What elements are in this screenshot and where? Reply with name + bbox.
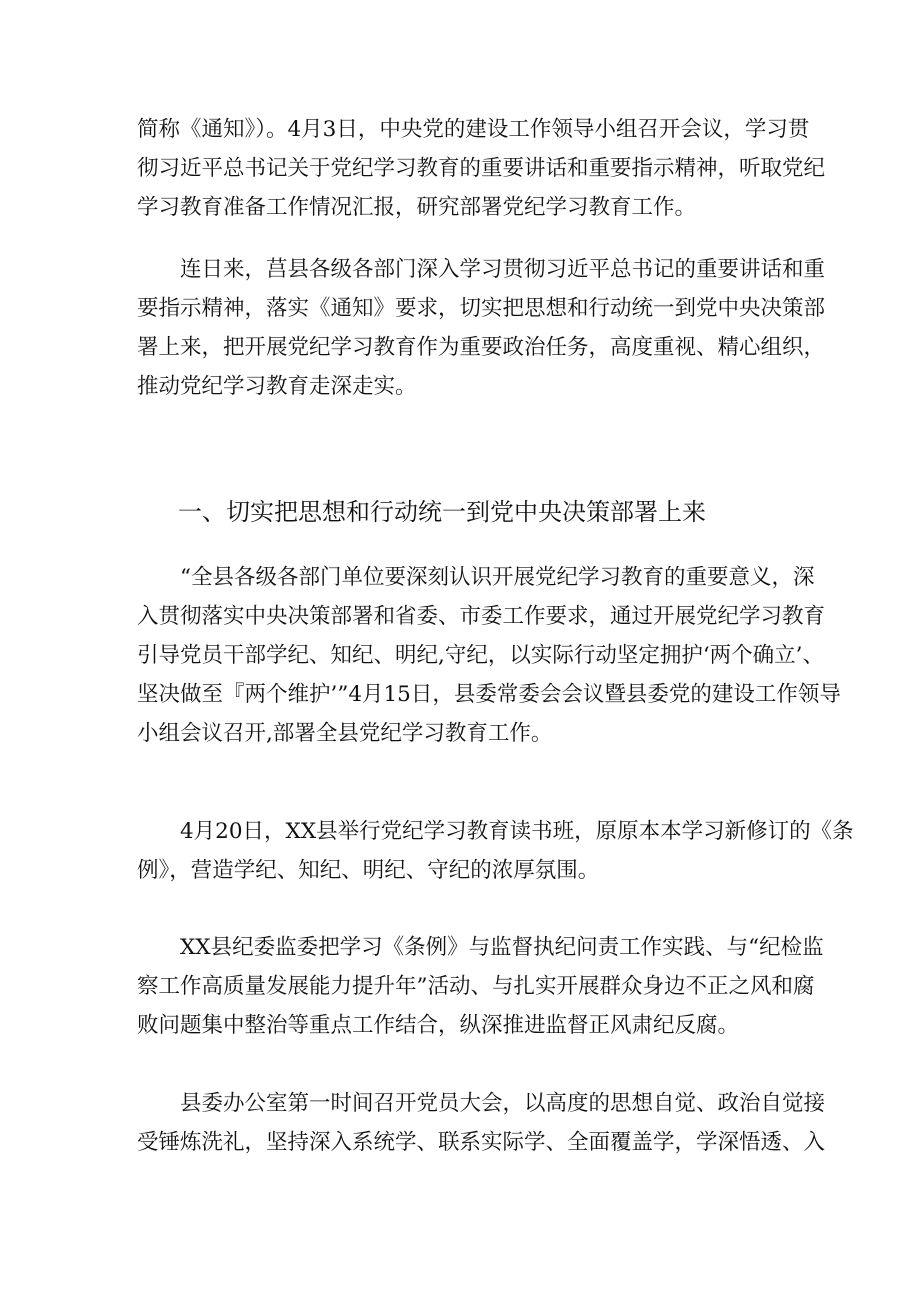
text-line: 县委办公室第一时间召开党员大会，以高度的思想自觉、政治自觉接 <box>180 1091 826 1116</box>
text-line: 推动党纪学习教育走深走实。 <box>137 374 417 399</box>
text-line: 彻习近平总书记关于党纪学习教育的重要讲话和重要指示精神，听取党纪 <box>137 156 826 181</box>
text-line: 受锤炼洗礼，坚持深入系统学、联系实际学、全面覆盖学，学深悟透、入 <box>137 1130 826 1155</box>
text-line: 简称《通知》）。4月3日，中央党的建设工作领导小组召开会议，学习贯 <box>137 117 810 142</box>
text-line: 学习教育准备工作情况汇报，研究部署党纪学习教育工作。 <box>137 195 697 220</box>
paragraph-intro-continuation <box>137 110 826 227</box>
text-line: 要指示精神，落实《通知》要求，切实把思想和行动统一到党中央决策部 <box>137 296 826 321</box>
paragraph-county-meeting <box>137 558 841 753</box>
text-line: 小组会议召开,部署全县党纪学习教育工作。 <box>137 721 553 746</box>
text-line: 4月20日，XX县举行党纪学习教育读书班，原原本本学习新修订的《条 <box>180 819 854 844</box>
text-line: “全县各级各部门单位要深刻认识开展党纪学习教育的重要意义，深 <box>180 565 815 590</box>
text-line: 例》，营造学纪、知纪、明纪、守纪的浓厚氛围。 <box>137 858 600 883</box>
text-line: 署上来，把开展党纪学习教育作为重要政治任务，高度重视、精心组织， <box>137 335 826 360</box>
text-line: 坚决做至『两个维护’”4月15日，县委常委会会议暨县委党的建设工作领导 <box>137 682 841 707</box>
text-line: 察工作高质量发展能力提升年”活动、与扎实开展群众身边不正之风和腐 <box>137 974 815 999</box>
paragraph-county-response <box>137 250 826 406</box>
text-line: 败问题集中整治等重点工作结合，纵深推进监督正风肃纪反腐。 <box>137 1013 740 1038</box>
text-line: 连日来，莒县各级各部门深入学习贯彻习近平总书记的重要讲话和重 <box>180 257 826 282</box>
text-line: 引导党员干部学纪、知纪、明纪,守纪，以实际行动坚定拥护‘两个确立’、 <box>137 643 825 668</box>
paragraph-discipline-commission <box>137 928 824 1045</box>
section-heading: 一、切实把思想和行动统一到党中央决策部署上来 <box>178 498 706 526</box>
paragraph-reading-class <box>137 812 854 890</box>
paragraph-county-office <box>137 1084 826 1162</box>
text-line: XX县纪委监委把学习《条例》与监督执纪问责工作实践、与“纪检监 <box>180 935 824 960</box>
text-line: 入贯彻落实中央决策部署和省委、市委工作要求，通过开展党纪学习教育 <box>137 604 826 629</box>
